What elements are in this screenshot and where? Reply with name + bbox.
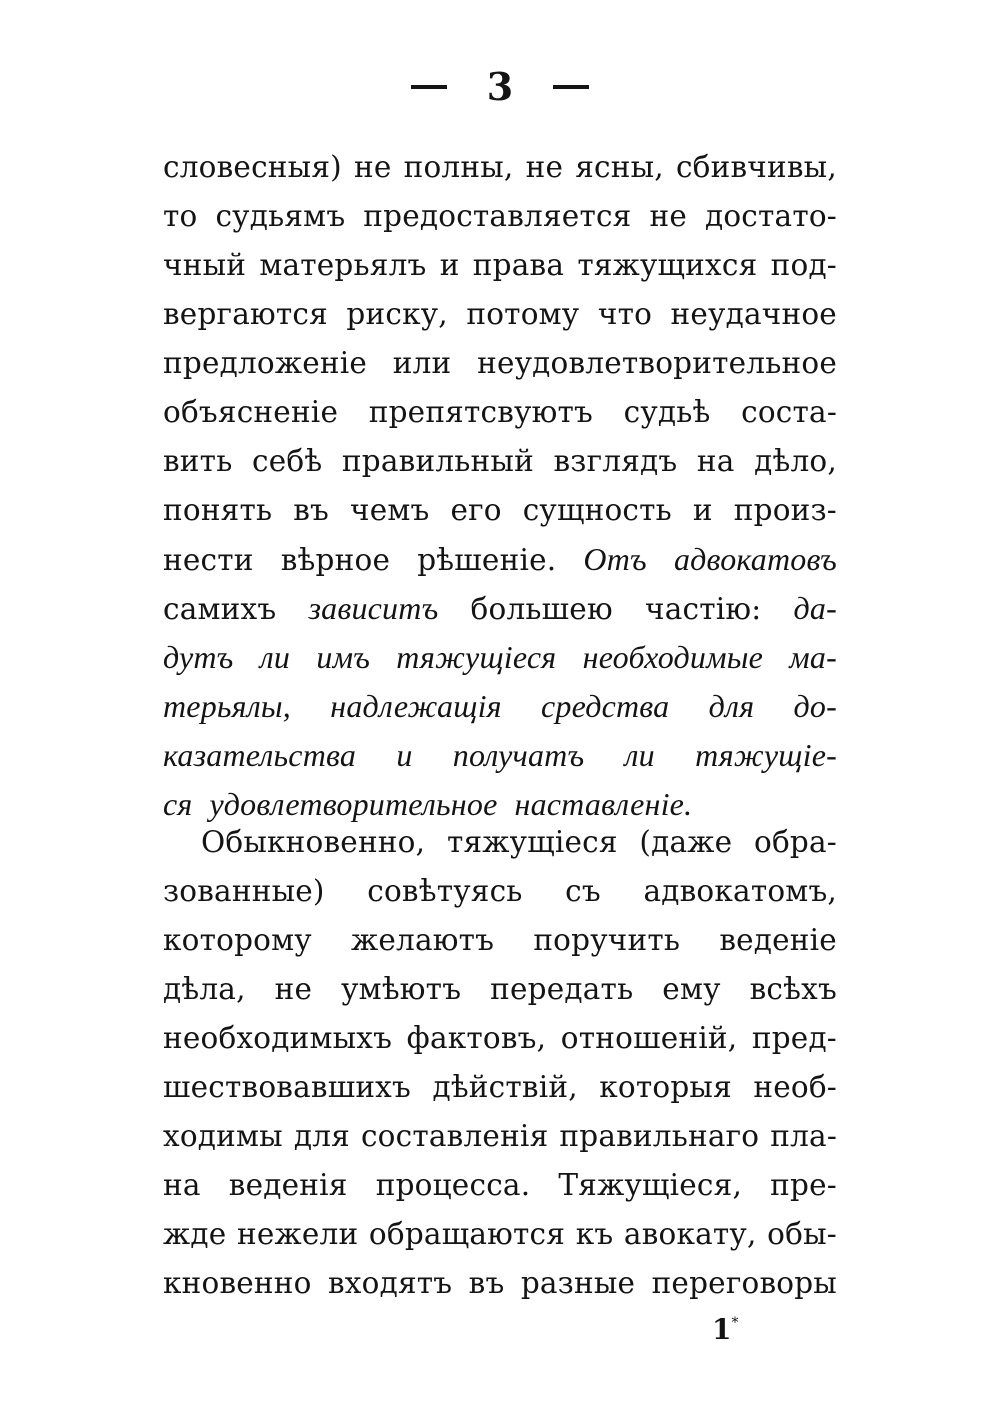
page-number: 3 (486, 64, 514, 109)
word: обра- (754, 825, 837, 859)
text-line (163, 682, 837, 731)
word: частію: (645, 592, 762, 626)
italic-word: адвокатовъ (673, 541, 837, 577)
word: риску, (346, 297, 448, 331)
text-line (163, 486, 837, 535)
word: Тяжущіеся, (558, 1168, 743, 1202)
text-line (163, 192, 837, 241)
word: достато- (704, 199, 837, 233)
word: нести (163, 543, 254, 577)
word: ясны, (575, 150, 664, 184)
word: которому (163, 923, 312, 957)
italic-word: ся (163, 786, 193, 822)
word: въ (468, 1266, 505, 1300)
text-line (163, 584, 837, 633)
word: его (450, 493, 502, 527)
italic-word: получатъ (452, 737, 585, 773)
italic-word: дутъ (163, 639, 234, 675)
word: чемъ (350, 493, 430, 527)
word: съ (565, 874, 601, 908)
word: адвокатомъ, (643, 874, 837, 908)
word: соста- (741, 395, 837, 429)
word: входятъ (328, 1266, 453, 1300)
word: предоставляется (363, 199, 632, 233)
italic-word: ли (624, 737, 655, 773)
word: фактовъ, (406, 1021, 547, 1055)
word: жде (163, 1217, 227, 1251)
text-line (163, 437, 837, 486)
text-line (163, 535, 837, 584)
italic-word: ма- (789, 639, 837, 675)
word: переговоры (651, 1266, 837, 1300)
word: зованные) (163, 874, 325, 908)
italic-word: да- (793, 590, 837, 626)
word: пред- (751, 1021, 837, 1055)
word: поручить (533, 923, 681, 957)
word: для (293, 1119, 350, 1153)
paragraph-2 (163, 818, 837, 1308)
word: на (163, 1168, 201, 1202)
word: пре- (770, 1168, 837, 1202)
word: необходимыхъ (163, 1021, 393, 1055)
word: кновенно (163, 1266, 312, 1300)
italic-word: зависитъ (308, 590, 439, 626)
word: вѣрное (280, 543, 391, 577)
word: что (597, 297, 653, 331)
word: обы- (767, 1217, 837, 1251)
italic-word: имъ (316, 639, 371, 675)
text-line (163, 965, 837, 1014)
italic-word: Отъ (583, 541, 647, 577)
text-line (163, 731, 837, 780)
word: вить (163, 444, 233, 478)
word: или (392, 346, 452, 380)
italic-word: для (708, 688, 755, 724)
word: отношеній, (560, 1021, 738, 1055)
text-line (163, 290, 837, 339)
text-line (163, 1210, 837, 1259)
italic-word: средства (541, 688, 670, 724)
text-line (163, 339, 837, 388)
text-line (163, 241, 837, 290)
word: процесса. (375, 1168, 531, 1202)
word: взглядъ (553, 444, 678, 478)
word: дѣла, (163, 972, 246, 1006)
word: матерьялъ (259, 248, 427, 282)
word: сущность (522, 493, 672, 527)
word: произ- (733, 493, 837, 527)
word: (даже (639, 825, 733, 859)
word: под- (770, 248, 837, 282)
word: не (353, 150, 392, 184)
italic-word: и (396, 737, 413, 773)
word: судьямъ (215, 199, 346, 233)
word: судьѣ (623, 395, 711, 429)
word: вергаются (163, 297, 328, 331)
word: совѣтуясь (367, 874, 523, 908)
word: себѣ (252, 444, 323, 478)
word: понять (163, 493, 273, 527)
word: нежели (236, 1217, 359, 1251)
word: веденія (228, 1168, 348, 1202)
word: обращаются (368, 1217, 566, 1251)
italic-word: ли (259, 639, 291, 675)
word: чный (163, 248, 247, 282)
signature-number: 1 (712, 1313, 732, 1346)
word: передать (490, 972, 634, 1006)
word: къ (575, 1217, 614, 1251)
word: ему (662, 972, 721, 1006)
word: дѣло, (754, 444, 837, 478)
text-line (163, 1014, 837, 1063)
text-line (163, 916, 837, 965)
text-line (163, 1161, 837, 1210)
word: объясненіе (163, 395, 339, 429)
word: словесныя) (163, 150, 342, 184)
italic-word: удовлетворительное (209, 786, 498, 822)
italic-word: до- (793, 688, 837, 724)
word: на (696, 444, 735, 478)
word: всѣхъ (749, 972, 837, 1006)
italic-word: надлежащія (330, 688, 502, 724)
italic-word: казательства (163, 737, 357, 773)
text-line (163, 818, 837, 867)
text-line (163, 1112, 837, 1161)
word: и (439, 248, 460, 282)
word: тяжущихся (577, 248, 758, 282)
word: большею (470, 592, 613, 626)
italic-word: наставленіе. (514, 786, 693, 822)
word: пла- (770, 1119, 837, 1153)
word: и (692, 493, 713, 527)
word: составленія (360, 1119, 549, 1153)
signature-star: * (731, 1315, 739, 1331)
word: предложеніе (163, 346, 368, 380)
header-dash-left (411, 85, 447, 89)
text-line (163, 388, 837, 437)
word: рѣшеніе. (417, 543, 557, 577)
word: не (274, 972, 313, 1006)
italic-word: необходимые (582, 639, 763, 675)
word: ходимы (163, 1119, 283, 1153)
word: неудачное (670, 297, 837, 331)
word: разные (520, 1266, 636, 1300)
text-line (163, 143, 837, 192)
word: не (649, 199, 687, 233)
italic-word: тяжущіе- (695, 737, 837, 773)
text-line (163, 867, 837, 916)
word: которыя (599, 1070, 732, 1104)
word: права (472, 248, 565, 282)
word: потому (466, 297, 580, 331)
word: неудовлетворительное (477, 346, 837, 380)
word: тяжущіеся (446, 825, 618, 859)
word: то (163, 199, 198, 233)
word: полны, (403, 150, 514, 184)
word: правильный (341, 444, 534, 478)
word: Обыкновенно, (201, 825, 426, 859)
word: авокату, (623, 1217, 757, 1251)
italic-word: тяжущіеся (396, 639, 557, 675)
word: необ- (753, 1070, 837, 1104)
word: сбивчивы, (675, 150, 837, 184)
signature-mark (712, 1303, 738, 1350)
word: самихъ (163, 592, 277, 626)
word: желаютъ (351, 923, 495, 957)
page-header (0, 62, 1000, 112)
italic-word: терьялы, (163, 688, 291, 724)
word: шествовавшихъ (163, 1070, 411, 1104)
text-line (163, 1063, 837, 1112)
word: умѣютъ (341, 972, 462, 1006)
word: дѣйствій, (432, 1070, 578, 1104)
paragraph-1 (163, 143, 837, 829)
text-line (163, 1259, 837, 1308)
word: въ (293, 493, 330, 527)
word: не (525, 150, 564, 184)
header-dash-right (553, 85, 589, 89)
word: веденіе (719, 923, 837, 957)
word: препятсвуютъ (368, 395, 593, 429)
word: правильнаго (559, 1119, 760, 1153)
text-line (163, 633, 837, 682)
